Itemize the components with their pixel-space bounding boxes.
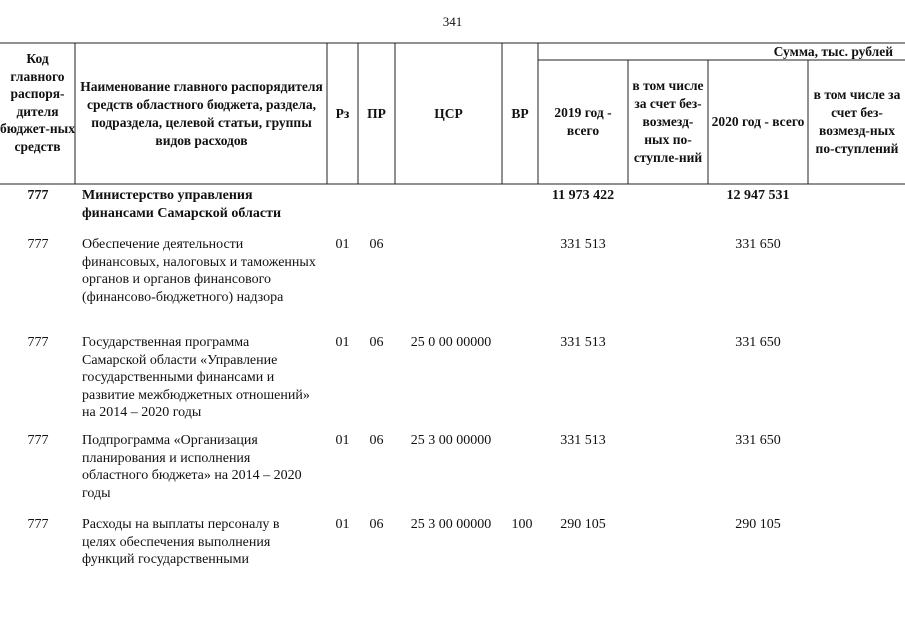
row-2019-total: 290 105 <box>560 517 606 532</box>
row-pr: 06 <box>369 335 384 350</box>
row-2020-total: 290 105 <box>735 517 781 532</box>
header-vr: ВР <box>511 105 529 121</box>
header-2019-total: 2019 год - всего <box>554 105 612 138</box>
header-2020-gratuitous: в том числе за счет без-возмезд-ных по-ступлений <box>813 87 901 156</box>
row-rz: 01 <box>335 517 350 532</box>
row-2020-total: 331 650 <box>735 335 781 350</box>
header-2019-gratuitous: в том числе за счет без-возмезд-ных по-ступле-ний <box>632 78 704 165</box>
row-2019-total: 11 973 422 <box>551 188 615 203</box>
header-2020-total: 2020 год - всего <box>711 114 805 129</box>
row-code: 777 <box>27 433 49 448</box>
row-name: Обеспечение деятельности финансовых, налоговых и таможенных органов и органов финансового (финансово-бюджетного) надзора <box>82 237 316 305</box>
row-code: 777 <box>27 335 49 350</box>
row-2019-total: 331 513 <box>560 433 606 448</box>
row-name: Расходы на выплаты персоналу в целях обеспечения выполнения функций государственными <box>82 517 280 567</box>
row-rz: 01 <box>335 335 350 350</box>
row-code: 777 <box>27 237 49 252</box>
row-pr: 06 <box>369 433 384 448</box>
row-csr: 25 0 00 00000 <box>410 335 492 350</box>
row-code: 777 <box>27 517 49 532</box>
row-pr: 06 <box>369 517 384 532</box>
row-name: Государственная программа Самарской области «Управление государственными финансами и развитие межбюджетных отношений» на 2014 – 2020 годы <box>82 335 310 420</box>
row-name: Министерство управления финансами Самарской области <box>82 188 282 221</box>
row-2019-total: 331 513 <box>560 237 606 252</box>
row-name: Подпрограмма «Организация планирования и исполнения областного бюджета» на 2014 – 2020 годы <box>82 433 302 501</box>
row-2019-total: 331 513 <box>560 335 606 350</box>
row-csr: 25 3 00 00000 <box>410 433 492 448</box>
header-name: Наименование главного распорядителя средств областного бюджета, раздела, подраздела, целевой статьи, группы видов расходов <box>80 78 323 148</box>
row-vr: 100 <box>511 517 533 532</box>
row-pr: 06 <box>369 237 384 252</box>
row-2020-total: 331 650 <box>735 433 781 448</box>
header-code: Код главного распоря-дителя бюджет-ных средств <box>0 51 75 154</box>
row-rz: 01 <box>335 433 350 448</box>
header-sum: Сумма, тыс. рублей <box>773 43 893 59</box>
header-csr: ЦСР <box>434 105 463 121</box>
row-code: 777 <box>27 188 49 203</box>
row-2020-total: 331 650 <box>735 237 781 252</box>
row-csr: 25 3 00 00000 <box>410 517 492 532</box>
page-number: 341 <box>442 14 463 29</box>
header-rz: Рз <box>335 105 350 121</box>
header-pr: ПР <box>367 105 386 121</box>
row-rz: 01 <box>335 237 350 252</box>
row-2020-total: 12 947 531 <box>726 188 790 203</box>
